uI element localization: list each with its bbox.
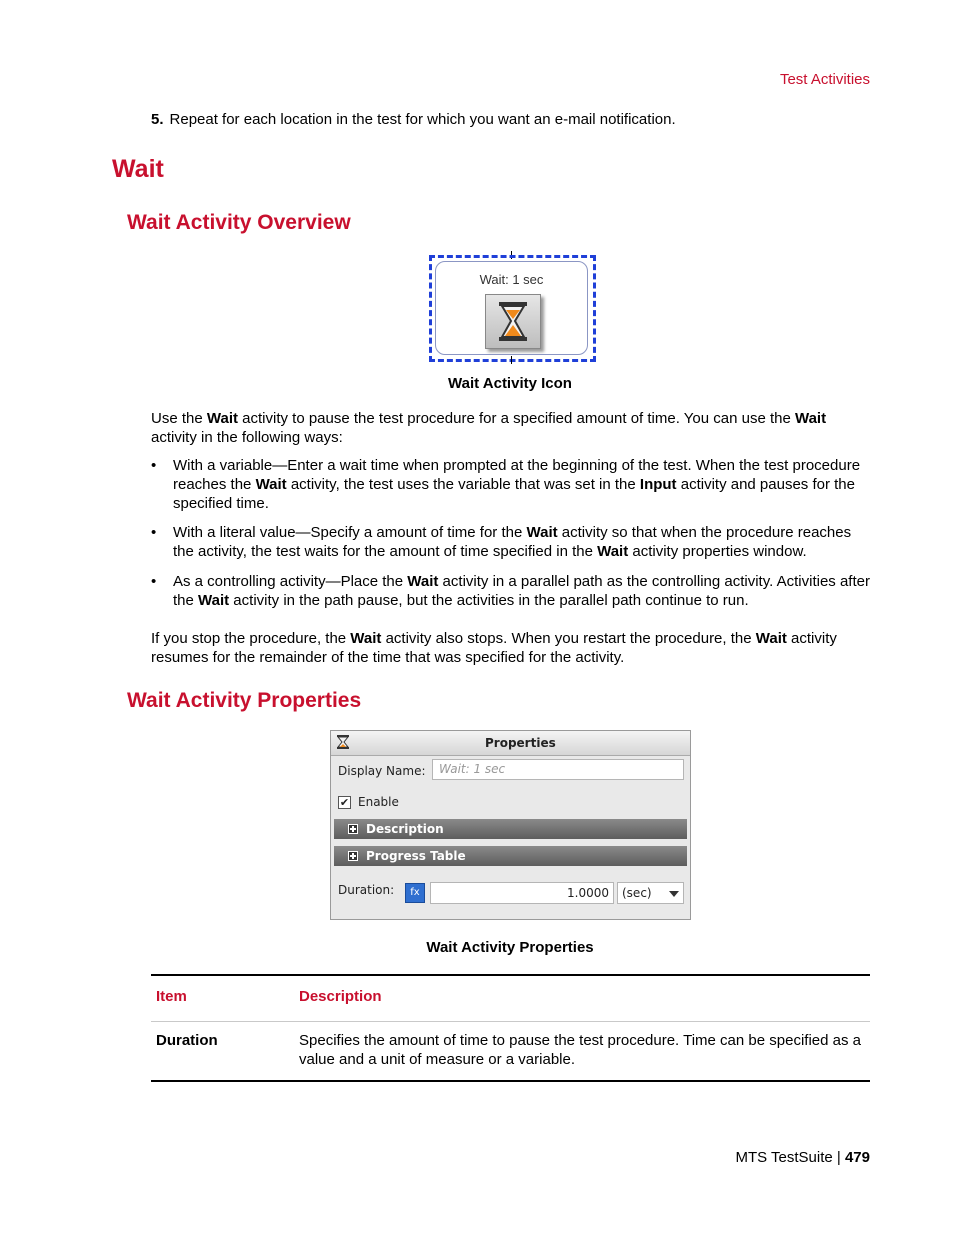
text-run: As a controlling activity—Place the [173, 573, 408, 590]
table-bottom-rule [151, 1080, 870, 1082]
keyword: Wait [350, 630, 382, 647]
keyword: Wait [255, 476, 287, 493]
connector-bottom [511, 356, 512, 364]
table-cell-description: Specifies the amount of time to pause the test procedure. Time can be specified as a value and a unit of measure or a variable. [299, 1032, 861, 1068]
keyword: Wait [597, 543, 629, 560]
keyword: Wait [407, 573, 439, 590]
table-header-rule [151, 1021, 870, 1022]
table-cell-item: Duration [156, 1032, 218, 1049]
unit-value: (sec) [622, 886, 652, 900]
progress-table-section-bar[interactable] [334, 846, 687, 866]
text-run: Use the [151, 410, 207, 427]
keyword: Wait [198, 592, 230, 609]
display-name-label: Display Name: [338, 764, 426, 778]
hourglass-icon [485, 294, 541, 349]
keyword: Input [639, 476, 677, 493]
wait-activity-node [435, 261, 588, 355]
keyword: Wait [794, 410, 827, 427]
text-run: activity resumes for the remainder of the time that was specified for the activity. [151, 630, 837, 666]
display-name-field[interactable]: Wait: 1 sec [432, 759, 684, 780]
properties-heading: Wait Activity Properties [127, 689, 362, 712]
text-run: activity, the test uses the variable that was set in the [286, 476, 640, 493]
table-top-rule [151, 974, 870, 976]
bullet-dot: • [151, 457, 157, 474]
node-label: Wait: 1 sec [479, 272, 544, 287]
page-number: 479 [844, 1149, 870, 1166]
footer-separator: | [836, 1149, 841, 1166]
figure-caption-properties: Wait Activity Properties [426, 939, 594, 956]
bullet-item [151, 456, 871, 513]
enable-label: Enable [358, 795, 399, 809]
section-label: Progress Table [366, 849, 466, 863]
text-run: activity and pauses for the specified time. [173, 476, 855, 512]
bullet-dot: • [151, 524, 157, 541]
bullet-dot: • [151, 573, 157, 590]
section-title: Wait [112, 155, 164, 183]
page-footer [735, 1149, 870, 1166]
text-run: activity so that when the procedure reaches the activity, the test waits for the amount of time specified in the [173, 524, 852, 560]
intro-paragraph [151, 409, 871, 447]
overview-heading: Wait Activity Overview [127, 211, 351, 234]
duration-unit-select[interactable] [617, 882, 684, 904]
section-label: Description [366, 822, 444, 836]
step-number: 5. [151, 111, 164, 128]
text-run: activity also stops. When you restart the procedure, the [381, 630, 756, 647]
step-5 [151, 111, 676, 128]
text-run: activity to pause the test procedure for a specified amount of time. You can use the [237, 410, 795, 427]
description-section-bar[interactable] [334, 819, 687, 839]
text-run: With a literal value—Specify a amount of time for the [173, 524, 527, 541]
text-run: activity in a parallel path as the controlling activity. Activities after the [173, 573, 870, 609]
running-head: Test Activities [779, 71, 870, 88]
wait-activity-figure [429, 255, 594, 360]
expand-icon [348, 824, 358, 834]
bullet-item [151, 572, 871, 610]
text-run: activity in the path pause, but the activities in the parallel path continue to run. [229, 592, 749, 609]
column-header-description: Description [299, 988, 382, 1005]
footer-product: MTS TestSuite [735, 1149, 833, 1166]
enable-checkbox[interactable]: ✔ [339, 796, 350, 809]
step-text: Repeat for each location in the test for which you want an e-mail notification. [169, 111, 676, 128]
closing-paragraph [151, 629, 871, 667]
duration-value-field[interactable]: 1.0000 [430, 882, 614, 904]
figure-caption-icon: Wait Activity Icon [448, 375, 572, 392]
text-run: If you stop the procedure, the [151, 630, 351, 647]
text-run: activity properties window. [628, 543, 807, 560]
text-run: With a variable—Enter a wait time when prompted at the beginning of the test. When the test procedure reaches the [173, 457, 861, 493]
text-run: activity in the following ways: [151, 429, 343, 446]
properties-title-bar [331, 731, 690, 756]
chevron-down-icon [669, 891, 679, 897]
properties-title: Properties [485, 736, 556, 750]
column-header-item: Item [156, 988, 187, 1005]
duration-label: Duration: [338, 883, 395, 897]
hourglass-icon [337, 735, 349, 752]
expand-icon [348, 851, 358, 861]
keyword: Wait [755, 630, 787, 647]
keyword: Wait [526, 524, 558, 541]
variable-select-icon[interactable]: fx [405, 883, 425, 903]
bullet-item [151, 523, 871, 561]
properties-panel [330, 730, 691, 920]
keyword: Wait [206, 410, 238, 427]
